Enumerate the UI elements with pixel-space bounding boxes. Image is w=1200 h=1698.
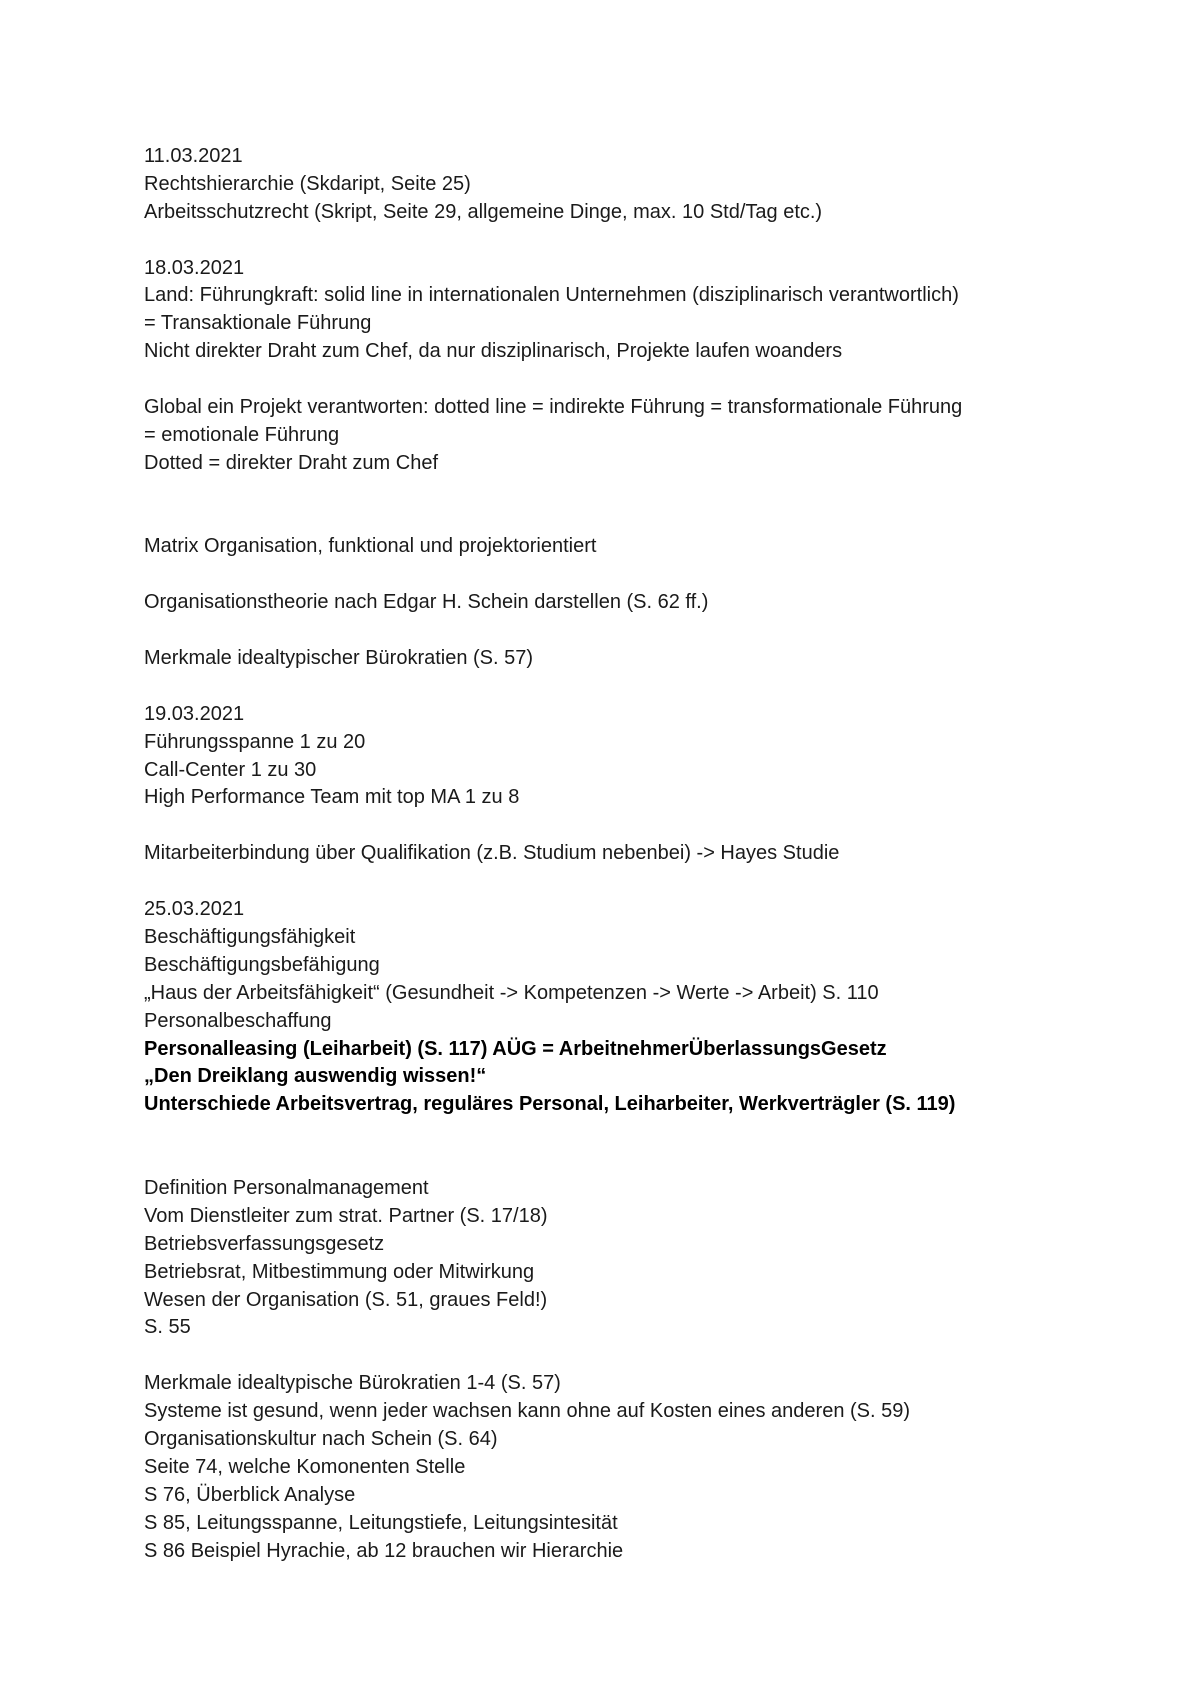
text-line: Merkmale idealtypische Bürokratien 1-4 (S. 57) (144, 1372, 561, 1395)
text-line: Land: Führungkraft: solid line in internationalen Unternehmen (disziplinarisch verantwortlich) (144, 284, 959, 307)
text-line: = Transaktionale Führung (144, 312, 372, 335)
blank-line (144, 868, 1144, 896)
text-line: Betriebsverfassungsgesetz (144, 1232, 385, 1255)
text-line: S. 55 (144, 1316, 191, 1339)
blank-line (144, 366, 1144, 394)
blank-line (144, 1342, 1144, 1370)
text-line: High Performance Team mit top MA 1 zu 8 (144, 786, 520, 809)
text-line: Nicht direkter Draht zum Chef, da nur disziplinarisch, Projekte laufen woanders (144, 340, 843, 363)
text-line: Merkmale idealtypischer Bürokratien (S. 57) (144, 647, 534, 670)
text-line: „Den Dreiklang auswendig wissen!“ (144, 1065, 487, 1088)
text-line: Global ein Projekt verantworten: dotted line = indirekte Führung = transformationale Führung (144, 396, 963, 419)
text-line: Mitarbeiterbindung über Qualifikation (z.B. Studium nebenbei) -> Hayes Studie (144, 842, 840, 865)
text-line: Rechtshierarchie (Skdaript, Seite 25) (144, 172, 471, 195)
text-line: Unterschiede Arbeitsvertrag, reguläres Personal, Leiharbeiter, Werkverträgler (S. 119) (144, 1093, 956, 1116)
text-line: Dotted = direkter Draht zum Chef (144, 451, 439, 474)
text-line: Wesen der Organisation (S. 51, graues Feld!) (144, 1288, 548, 1311)
document-page (144, 143, 1144, 1565)
text-line: Definition Personalmanagement (144, 1176, 429, 1199)
text-line: Führungsspanne 1 zu 20 (144, 730, 366, 753)
text-line: Call-Center 1 zu 30 (144, 758, 317, 781)
text-line: Vom Dienstleiter zum strat. Partner (S. 17/18) (144, 1204, 548, 1227)
text-line: Personalbeschaffung (144, 1009, 332, 1032)
text-line: 19.03.2021 (144, 702, 245, 725)
text-line: Seite 74, welche Komonenten Stelle (144, 1455, 466, 1478)
text-line: 11.03.2021 (144, 145, 243, 167)
blank-line (144, 812, 1144, 840)
text-line: Arbeitsschutzrecht (Skript, Seite 29, allgemeine Dinge, max. 10 Std/Tag etc.) (144, 200, 823, 223)
text-line: Organisationstheorie nach Edgar H. Schein darstellen (S. 62 ff.) (144, 591, 709, 614)
blank-line (144, 227, 1144, 255)
blank-line (144, 1147, 1144, 1175)
text-line: 18.03.2021 (144, 256, 245, 279)
text-line: Organisationskultur nach Schein (S. 64) (144, 1427, 498, 1450)
text-line: Betriebsrat, Mitbestimmung oder Mitwirkung (144, 1260, 535, 1283)
text-line: 25.03.2021 (144, 898, 245, 921)
text-line: S 76, Überblick Analyse (144, 1483, 356, 1506)
text-line: Personalleasing (Leiharbeit) (S. 117) AÜG = ArbeitnehmerÜberlassungsGesetz (144, 1037, 887, 1060)
blank-line (144, 617, 1144, 645)
blank-line (144, 506, 1144, 534)
blank-line (144, 478, 1144, 506)
text-line: Matrix Organisation, funktional und projektorientiert (144, 535, 597, 558)
text-line: „Haus der Arbeitsfähigkeit“ (Gesundheit -> Kompetenzen -> Werte -> Arbeit) S. 110 (144, 981, 879, 1004)
text-line: Beschäftigungsbefähigung (144, 953, 380, 976)
blank-line (144, 673, 1144, 701)
text-line: = emotionale Führung (144, 423, 340, 446)
text-line: S 85, Leitungsspanne, Leitungstiefe, Leitungsintesität (144, 1511, 618, 1534)
text-line: S 86 Beispiel Hyrachie, ab 12 brauchen wir Hierarchie (144, 1539, 624, 1562)
blank-line (144, 1119, 1144, 1147)
blank-line (144, 561, 1144, 589)
text-line: Beschäftigungsfähigkeit (144, 925, 356, 948)
text-line: Systeme ist gesund, wenn jeder wachsen kann ohne auf Kosten eines anderen (S. 59) (144, 1400, 911, 1423)
